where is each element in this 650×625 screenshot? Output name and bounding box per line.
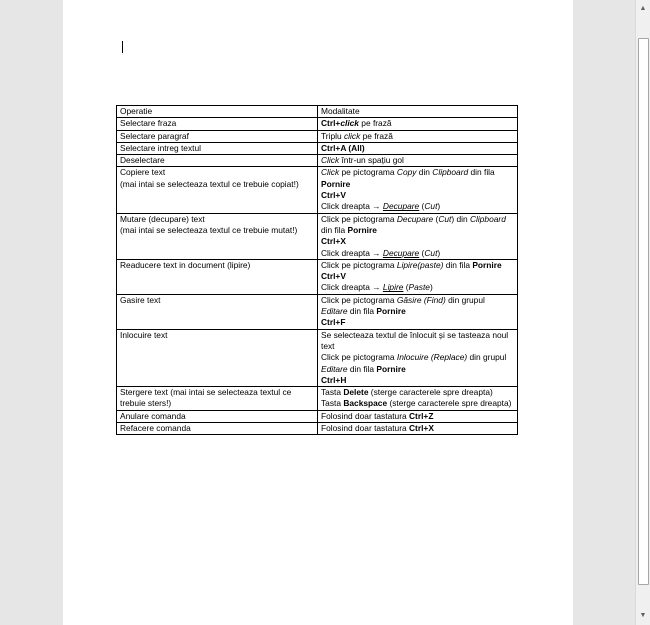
method-cell (318, 387, 518, 411)
operation-text: Selectare fraza (120, 118, 177, 129)
method-cell (318, 167, 518, 213)
operation-cell (117, 259, 318, 294)
text-run: Inlocuire (Replace) (396, 352, 468, 363)
text-run: Ctrl+Z (409, 410, 434, 421)
operation-text: (mai intai se selecteaza textul ce trebuie copiat!) (120, 178, 299, 189)
text-run: text (321, 340, 335, 351)
text-run: Click pe pictograma (321, 259, 397, 270)
table-header-row (117, 106, 518, 118)
text-run: Pornire (376, 306, 406, 317)
method-line (321, 317, 514, 328)
text-run: Pornire (376, 363, 406, 374)
table-row (117, 155, 518, 167)
method-line (321, 295, 514, 306)
method-line (321, 260, 514, 271)
operation-text: Gasire text (120, 294, 161, 305)
table-row (117, 329, 518, 386)
text-run: Lipire (382, 282, 404, 293)
method-line (321, 398, 514, 409)
table-row (117, 167, 518, 213)
text-run: Click dreapta → (321, 247, 383, 258)
text-run: ) (437, 201, 441, 212)
operation-cell (117, 410, 318, 422)
table-row (117, 294, 518, 329)
operation-cell (117, 155, 318, 167)
text-run: Pornire (472, 259, 502, 270)
text-run: ( (433, 213, 439, 224)
operation-cell (117, 118, 318, 130)
text-run: Backspace (343, 398, 388, 409)
text-run: Clipboard (470, 213, 506, 224)
operation-text: Copiere text (120, 167, 166, 178)
text-run: Ctrl+A (All) (321, 142, 365, 153)
operation-text: Anulare comanda (120, 410, 186, 421)
operation-text: Selectare paragraf (120, 130, 189, 141)
text-run: Paste (408, 282, 430, 293)
text-run: (sterge caracterele spre dreapta) (368, 387, 493, 398)
text-run: Tasta (321, 398, 344, 409)
text-run: Ctrl+V (321, 190, 346, 201)
method-line (321, 330, 514, 341)
method-line (321, 190, 514, 201)
text-run: Clipboard (432, 167, 469, 178)
operation-text: Readucere text in document (lipire) (120, 259, 251, 270)
text-run: Editare (321, 363, 348, 374)
operation-cell (117, 167, 318, 213)
text-run: Ctrl+X (409, 423, 434, 434)
text-run: Ctrl+V (321, 271, 346, 282)
text-run: din fila (347, 306, 377, 317)
text-run: Cut (424, 201, 438, 212)
method-line (321, 225, 514, 236)
method-line (321, 306, 514, 317)
method-line (321, 364, 514, 375)
method-cell (318, 294, 518, 329)
header-modalitate: Modalitate (318, 106, 518, 118)
commands-table (116, 105, 518, 435)
method-line (321, 271, 514, 282)
table-row (117, 118, 518, 130)
text-run: ( (419, 247, 425, 258)
text-run: pe frază (358, 118, 392, 129)
text-run: Click (321, 155, 340, 166)
operation-text: Mutare (decupare) text (120, 213, 205, 224)
text-run: Click pe pictograma (321, 213, 397, 224)
text-run: din (416, 167, 433, 178)
text-run: Găsire (Find) (396, 294, 446, 305)
method-line (321, 282, 514, 293)
method-line (321, 236, 514, 247)
table-row (117, 410, 518, 422)
text-run: pe pictograma (339, 167, 397, 178)
text-run: din fila (321, 224, 348, 235)
method-cell (318, 142, 518, 154)
method-line (321, 167, 514, 178)
text-run: Se selecteaza textul de înlocuit și se tasteaza noul (321, 329, 509, 340)
text-run: Lipire(paste) (396, 259, 444, 270)
operation-cell (117, 329, 318, 386)
scrollbar-thumb[interactable] (638, 38, 649, 585)
text-run: într-un spațiu gol (339, 155, 404, 166)
table-row (117, 387, 518, 411)
text-run: din fila (468, 167, 495, 178)
method-line (321, 411, 514, 422)
method-cell (318, 410, 518, 422)
text-run: din fila (443, 259, 473, 270)
operation-cell (117, 130, 318, 142)
text-run: din grupul (467, 352, 507, 363)
operation-text: Selectare intreg textul (120, 142, 202, 153)
method-cell (318, 259, 518, 294)
text-run: ( (419, 201, 425, 212)
text-run: Folosind doar tastatura (321, 423, 409, 434)
method-line (321, 248, 514, 259)
method-cell (318, 155, 518, 167)
operation-cell (117, 387, 318, 411)
text-run: Click dreapta → (321, 201, 383, 212)
method-line (321, 341, 514, 352)
method-cell (318, 213, 518, 259)
text-run: pe frază (360, 130, 393, 141)
method-line (321, 131, 514, 142)
operation-cell (117, 423, 318, 435)
text-run: Click pe pictograma (321, 294, 397, 305)
text-run: Decupare (382, 201, 420, 212)
text-run: Decupare (396, 213, 434, 224)
text-run: Decupare (382, 247, 420, 258)
operation-text: Inlocuire text (120, 329, 168, 340)
method-cell (318, 118, 518, 130)
header-operatie: Operatie (117, 106, 318, 118)
text-run: Delete (343, 387, 369, 398)
scroll-up-icon[interactable]: ▲ (639, 5, 647, 12)
method-cell (318, 130, 518, 142)
table-row (117, 142, 518, 154)
operation-text: trebuie sters!) (120, 398, 172, 409)
table-row (117, 259, 518, 294)
text-run: Tasta (321, 387, 344, 398)
scroll-down-icon[interactable]: ▼ (639, 612, 647, 619)
text-run: Pornire (347, 224, 377, 235)
method-line (321, 201, 514, 212)
text-run: ) (437, 247, 441, 258)
operation-cell (117, 142, 318, 154)
text-cursor (122, 41, 123, 53)
text-run: Ctrl+X (321, 236, 346, 247)
method-cell (318, 423, 518, 435)
text-run: Ctrl+F (321, 317, 346, 328)
text-run: Folosind doar tastatura (321, 410, 409, 421)
method-line (321, 118, 514, 129)
text-run: Pornire (321, 178, 351, 189)
operation-cell (117, 294, 318, 329)
text-run: Click (321, 167, 340, 178)
operation-text: Refacere comanda (120, 423, 191, 434)
text-run: ( (403, 282, 409, 293)
text-run: Click pe pictograma (321, 352, 397, 363)
text-run: Cut (438, 213, 452, 224)
text-run: ) (429, 282, 433, 293)
text-run: Triplu (321, 130, 344, 141)
method-line (321, 375, 514, 386)
method-line (321, 387, 514, 398)
operation-text: (mai intai se selecteaza textul ce trebuie mutat!) (120, 224, 298, 235)
text-run: Click dreapta → (321, 282, 383, 293)
text-run: (sterge caracterele spre dreapta) (387, 398, 512, 409)
table-row (117, 213, 518, 259)
method-cell (318, 329, 518, 386)
document-page[interactable] (63, 0, 573, 625)
text-run: Editare (321, 306, 348, 317)
text-run: ) din (451, 213, 470, 224)
table-row (117, 130, 518, 142)
method-line (321, 423, 514, 434)
method-line (321, 143, 514, 154)
method-line (321, 352, 514, 363)
text-run: Ctrl+ (321, 118, 341, 129)
operation-text: Stergere text (mai intai se selecteaza textul ce (120, 387, 292, 398)
text-run: Copy (396, 167, 417, 178)
method-line (321, 214, 514, 225)
text-run: click (343, 130, 361, 141)
operation-cell (117, 213, 318, 259)
table-row (117, 423, 518, 435)
method-line (321, 155, 514, 166)
text-run: din fila (347, 363, 377, 374)
method-line (321, 179, 514, 190)
text-run: Ctrl+H (321, 374, 347, 385)
text-run: din grupul (445, 294, 485, 305)
vertical-scrollbar[interactable] (635, 0, 650, 625)
text-run: Cut (424, 247, 438, 258)
operation-text: Deselectare (120, 155, 165, 166)
text-run: click (340, 118, 359, 129)
